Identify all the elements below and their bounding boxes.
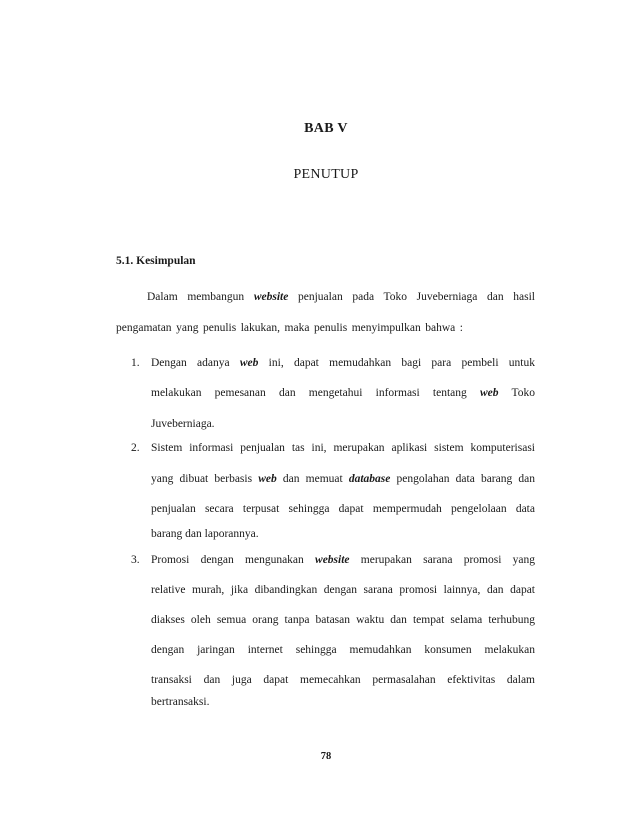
list-item-line: bertransaksi. [151,696,210,708]
chapter-subtitle: PENUTUP [293,167,359,182]
page-number: 78 [320,751,332,762]
list-item-line: yang dibuat berbasis web dan memuat database pengolahan data barang dan [151,473,535,485]
list-item-line: penjualan secara terpusat sehingga dapat mempermudah pengelolaan data [151,503,535,515]
list-item-line: Juveberniaga. [151,418,215,430]
intro-line-1: Dalam membangun website penjualan pada Toko Juveberniaga dan hasil [147,291,535,303]
list-item-number: 3. [131,554,140,566]
list-item-line: relative murah, jika dibandingkan dengan sarana promosi lainnya, dan dapat [151,584,535,596]
list-item-line: Promosi dengan mengunakan website merupakan sarana promosi yang [151,554,535,566]
list-item-line: diakses oleh semua orang tanpa batasan waktu dan tempat selama terhubung [151,614,535,626]
list-item-line: Dengan adanya web ini, dapat memudahkan bagi para pembeli untuk [151,357,535,369]
list-item-line: transaksi dan juga dapat memecahkan permasalahan efektivitas dalam [151,674,535,686]
list-item-line: Sistem informasi penjualan tas ini, merupakan aplikasi sistem komputerisasi [151,442,535,454]
list-item-line: barang dan laporannya. [151,528,259,540]
list-item-number: 1. [131,357,140,369]
list-item-number: 2. [131,442,140,454]
chapter-title: BAB V [304,121,348,136]
section-heading: 5.1. Kesimpulan [116,255,196,267]
list-item-line: melakukan pemesanan dan mengetahui informasi tentang web Toko [151,387,536,399]
intro-line-2: pengamatan yang penulis lakukan, maka penulis menyimpulkan bahwa : [116,322,463,334]
list-item-line: dengan jaringan internet sehingga memudahkan konsumen melakukan [151,644,535,656]
